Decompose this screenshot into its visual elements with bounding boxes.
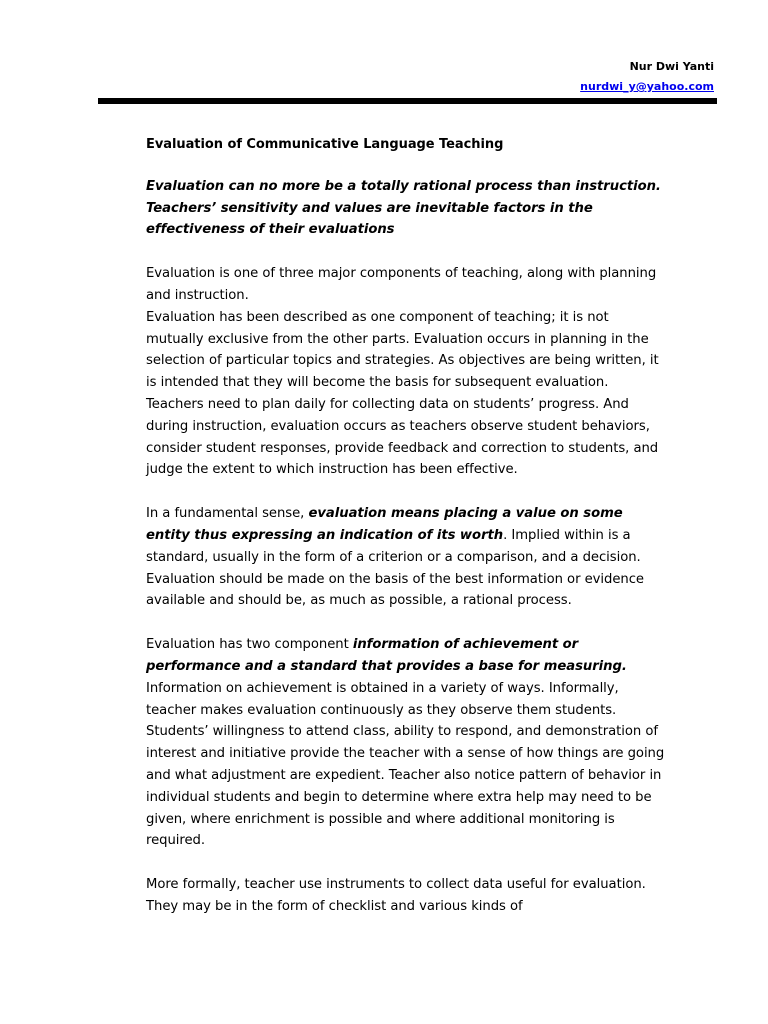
- author-email-link[interactable]: nurdwi_y@yahoo.com: [580, 80, 714, 93]
- paragraph-3-lead: In a fundamental sense,: [146, 506, 309, 522]
- paragraph-3-rest: . Implied within is a standard, usually in the form of a criterion or a comparison, and a decision. Evaluation should be made on the basis of the best information or evidence available and should be, as much as possible, a rational process.: [146, 527, 644, 609]
- author-name: Nur Dwi Yanti: [629, 60, 714, 73]
- paragraph-3-emphasis: evaluation means placing a value on some entity thus expressing an indication of its worth: [146, 506, 623, 543]
- epigraph: Evaluation can no more be a totally rational process than instruction. Teachers’ sensitivity and values are inevitable factors in the effectiveness of their evaluations: [146, 178, 661, 238]
- document-title: Evaluation of Communicative Language Teaching: [146, 137, 504, 152]
- page-header: [580, 57, 714, 97]
- paragraph-4-lead: Evaluation has two component: [146, 637, 353, 653]
- paragraph-4-rest: Information on achievement is obtained in a variety of ways. Informally, teacher makes evaluation continuously as they observe them students. Students’ willingness to attend class, ability to respond, and demonstration of interest and initiative provide the teacher with a sense of how things are going and what adjustment are expedient. Teacher also notice pattern of behavior in individual students and begin to determine where extra help may need to be given, where enrichment is possible and where additional monitoring is required.: [146, 680, 665, 849]
- paragraph-4: [146, 634, 666, 852]
- document-body: [146, 134, 666, 918]
- paragraph-2: Evaluation has been described as one component of teaching; it is not mutually exclusive from the other parts. Evaluation occurs in planning in the selection of particular topics and strategies. As objectives are being written, it is intended that they will become the basis for subsequent evaluation. Teachers need to plan daily for collecting data on students’ progress. And during instruction, evaluation occurs as teachers observe student behaviors, consider student responses, provide feedback and correction to students, and judge the extent to which instruction has been effective.: [146, 309, 659, 478]
- header-divider: [98, 98, 717, 104]
- paragraph-3: [146, 503, 666, 612]
- paragraph-1: Evaluation is one of three major components of teaching, along with planning and instruction.: [146, 266, 657, 303]
- paragraph-5: More formally, teacher use instruments to collect data useful for evaluation. They may be in the form of checklist and various kinds of: [146, 877, 646, 914]
- paragraph-4-emphasis: information of achievement or performance and a standard that provides a base for measuring.: [146, 637, 627, 674]
